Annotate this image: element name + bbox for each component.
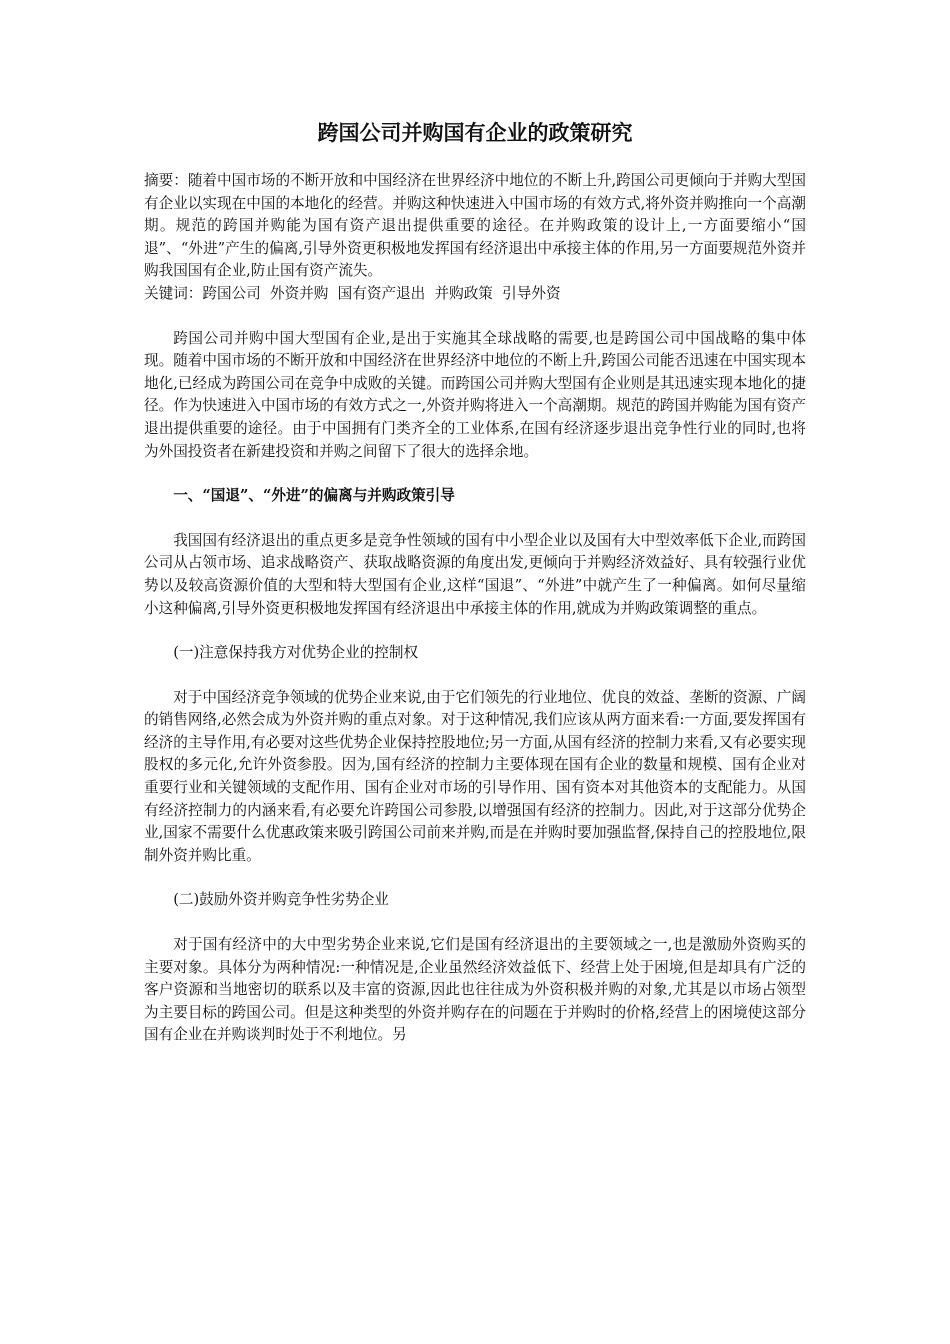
- document-title: 跨国公司并购国有企业的政策研究: [317, 120, 633, 145]
- subsection-1-paragraph: 对于中国经济竞争领域的优势企业来说,由于它们领先的行业地位、优良的效益、垄断的资源、广阔的销售网络,必然会成为外资并购的重点对象。对于这种情况,我们应该从两方面来看:一方面,要发挥国有经济的主导作用,有必要对这些优势企业保持控股地位;另一方面,从国有经济的控制力来看,又有必要实现股权的多元化,允许外资参股。因为,国有经济的控制力主要体现在国有企业的数量和规模、国有企业对重要行业和关键领域的支配作用、国有企业对市场的引导作用、国有资本对其他资本的支配能力。从国有经济控制力的内涵来看,有必要允许跨国公司参股,以增强国有经济的控制力。因此,对于这部分优势企业,国家不需要什么优惠政策来吸引跨国公司前来并购,而是在并购时要加强监督,保持自己的控股地位,限制外资并购比重。: [144, 688, 806, 864]
- intro-paragraph: 跨国公司并购中国大型国有企业,是出于实施其全球战略的需要,也是跨国公司中国战略的集中体现。随着中国市场的不断开放和中国经济在世界经济中地位的不断上升,跨国公司能否迅速在中国实现本地化,已经成为跨国公司在竞争中成败的关键。而跨国公司并购大型国有企业则是其迅速实现本地化的捷径。作为快速进入中国市场的有效方式之一,外资并购将进入一个高潮期。规范的跨国并购能为国有资产退出提供重要的途径。由于中国拥有门类齐全的工业体系,在国有经济逐步退出竞争性行业的同时,也将为外国投资者在新建投资和并购之间留下了很大的选择余地。: [144, 329, 806, 460]
- abstract-paragraph: 摘要：随着中国市场的不断开放和中国经济在世界经济中地位的不断上升,跨国公司更倾向于并购大型国有企业以实现在中国的本地化的经营。并购这种快速进入中国市场的有效方式,将外资并购推向一个高潮期。规范的跨国并购能为国有资产退出提供重要的途径。在并购政策的设计上,一方面要缩小“国退”、“外进”产生的偏离,引导外资更积极地发挥国有经济退出中承接主体的作用,另一方面要规范外资并购我国国有企业,防止国有资产流失。: [144, 172, 806, 280]
- section-heading-1: 一、“国退”、“外进”的偏离与并购政策引导: [173, 487, 455, 505]
- subsection-heading-2: (二)鼓励外资并购竞争性劣势企业: [173, 891, 389, 909]
- keywords-line: 关键词：跨国公司 外资并购 国有资产退出 并购政策 引导外资: [144, 284, 561, 302]
- subsection-2-paragraph: 对于国有经济中的大中型劣势企业来说,它们是国有经济退出的主要领域之一,也是激励外资购买的主要对象。具体分为两种情况:一种情况是,企业虽然经济效益低下、经营上处于困境,但是却具有广泛的客户资源和当地密切的联系以及丰富的资源,因此也往往成为外资积极并购的对象,尤其是以市场占领型为主要目标的跨国公司。但是这种类型的外资并购存在的问题在于并购时的价格,经营上的困境使这部分国有企业在并购谈判时处于不利地位。另: [144, 936, 806, 1044]
- document-body: [144, 118, 806, 1047]
- section-1-paragraph: 我国国有经济退出的重点更多是竞争性领域的国有中小型企业以及国有大中型效率低下企业,而跨国公司从占领市场、追求战略资产、获取战略资源的角度出发,更倾向于并购经济效益好、具有较强行业优势以及较高资源价值的大型和特大型国有企业,这样“国退”、“外进”中就产生了一种偏离。如何尽量缩小这种偏离,引导外资更积极地发挥国有经济退出中承接主体的作用,就成为并购政策调整的重点。: [144, 531, 806, 617]
- subsection-heading-1: (一)注意保持我方对优势企业的控制权: [173, 644, 419, 662]
